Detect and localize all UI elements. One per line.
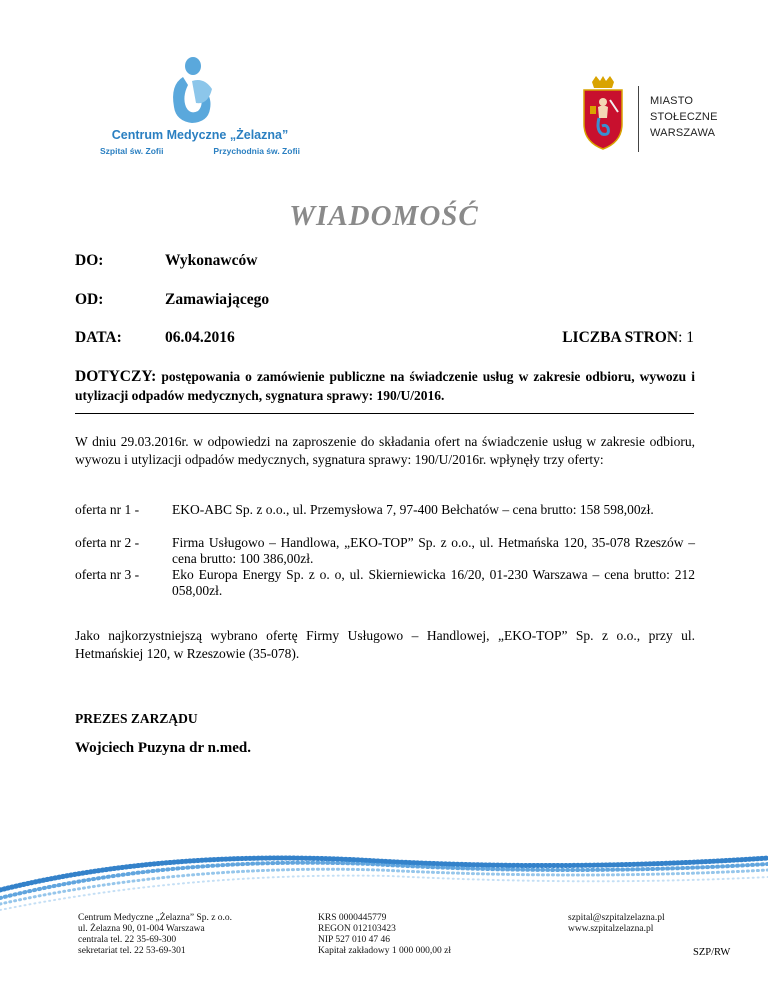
page-count-value: : 1 [678, 329, 694, 346]
footer-company-line-4: sekretariat tel. 22 53-69-301 [78, 946, 186, 956]
meta-row-date [75, 329, 235, 347]
offer-1 [75, 502, 695, 518]
conclusion-paragraph: Jako najkorzystniejszą wybrano ofertę Firmy Usługowo – Handlowej, „EKO-TOP” Sp. z o.o., przy ul. Hetmańskiej 120, w Rzeszowie (35-078). [75, 628, 695, 661]
footer-company-line-1: Centrum Medyczne „Żelazna” Sp. z o.o. [78, 913, 233, 923]
footer-reference: SZP/RW [693, 947, 731, 958]
cm-logo-name: Centrum Medyczne „Żelazna” [111, 128, 289, 142]
footer-contact-info [568, 913, 665, 935]
warsaw-line-1: MIASTO [650, 95, 694, 107]
offer-1-label: oferta nr 1 - [75, 502, 140, 517]
warsaw-line-2: STOŁECZNE [650, 111, 718, 123]
footer-registry-line-3: NIP 527 010 47 46 [318, 935, 390, 945]
offer-2-label: oferta nr 2 - [75, 535, 140, 550]
offer-3-text: Eko Europa Energy Sp. z o. o, ul. Skierniewicka 16/20, 01-230 Warszawa – cena brutto: 212 058,00zł. [172, 567, 695, 598]
offer-2-text: Firma Usługowo – Handlowa, „EKO-TOP” Sp. z o.o., ul. Hetmańska 120, 35-078 Rzeszów – cena brutto: 100 386,00zł. [172, 535, 695, 566]
subject-divider [75, 413, 694, 414]
meta-row-do [75, 252, 257, 270]
page-count [562, 329, 694, 347]
footer-company-line-2: ul. Żelazna 90, 01-004 Warszawa [78, 924, 205, 934]
footer-registry-line-2: REGON 012103423 [318, 924, 396, 934]
footer-company-info [78, 913, 232, 957]
do-value: Wykonawców [165, 252, 258, 269]
date-value: 06.04.2016 [165, 329, 235, 346]
offer-1-text: EKO-ABC Sp. z o.o., ul. Przemysłowa 7, 97-400 Bełchatów – cena brutto: 158 598,00zł. [172, 502, 654, 517]
do-label: DO: [75, 252, 104, 269]
footer-company-line-3: centrala tel. 22 35-69-300 [78, 935, 177, 945]
footer-registry-line-1: KRS 0000445779 [318, 913, 387, 923]
offer-3-label: oferta nr 3 - [75, 567, 140, 582]
page-count-label: LICZBA STRON [562, 329, 679, 346]
date-label: DATA: [75, 329, 122, 346]
subject-text: postępowania o zamówienie publiczne na świadczenie usług w zakresie odbioru, wywozu i utylizacji odpadów medycznych, sygnatura sprawy: 190/U/2016. [75, 369, 696, 403]
intro-paragraph: W dniu 29.03.2016r. w odpowiedzi na zaproszenie do składania ofert na świadczenie usług w zakresie odbioru, wywozu i utylizacji odpadów medycznych, sygnatura sprawy: 190/U/2016r. wpłynęły trzy oferty: [75, 434, 695, 467]
mother-child-icon [173, 57, 212, 123]
subject [75, 367, 695, 405]
footer-website: www.szpitalzelazna.pl [568, 924, 654, 934]
od-label: OD: [75, 291, 104, 308]
footer-email: szpital@szpitalzelazna.pl [568, 913, 665, 923]
warsaw-line-3: WARSZAWA [650, 127, 716, 139]
cm-logo-subtitle [100, 146, 300, 156]
od-value: Zamawiającego [165, 291, 270, 308]
signature-name: Wojciech Puzyna dr n.med. [75, 740, 251, 756]
offer-3 [75, 567, 695, 599]
offer-2 [75, 535, 695, 567]
cm-logo-sub-left: Szpital św. Zofii [100, 146, 164, 156]
document-title: WIADOMOŚĆ [289, 200, 479, 232]
meta-row-od [75, 291, 269, 309]
footer-registry-info [318, 913, 451, 957]
warsaw-logo-divider [638, 86, 639, 152]
footer-registry-line-4: Kapitał zakładowy 1 000 000,00 zł [318, 946, 451, 956]
warsaw-logo-text [650, 93, 718, 141]
subject-label: DOTYCZY: [75, 368, 157, 385]
signature-role: PREZES ZARZĄDU [75, 711, 198, 726]
cm-logo-sub-right: Przychodnia św. Zofii [213, 146, 300, 156]
warsaw-coat-of-arms-icon [578, 76, 628, 150]
